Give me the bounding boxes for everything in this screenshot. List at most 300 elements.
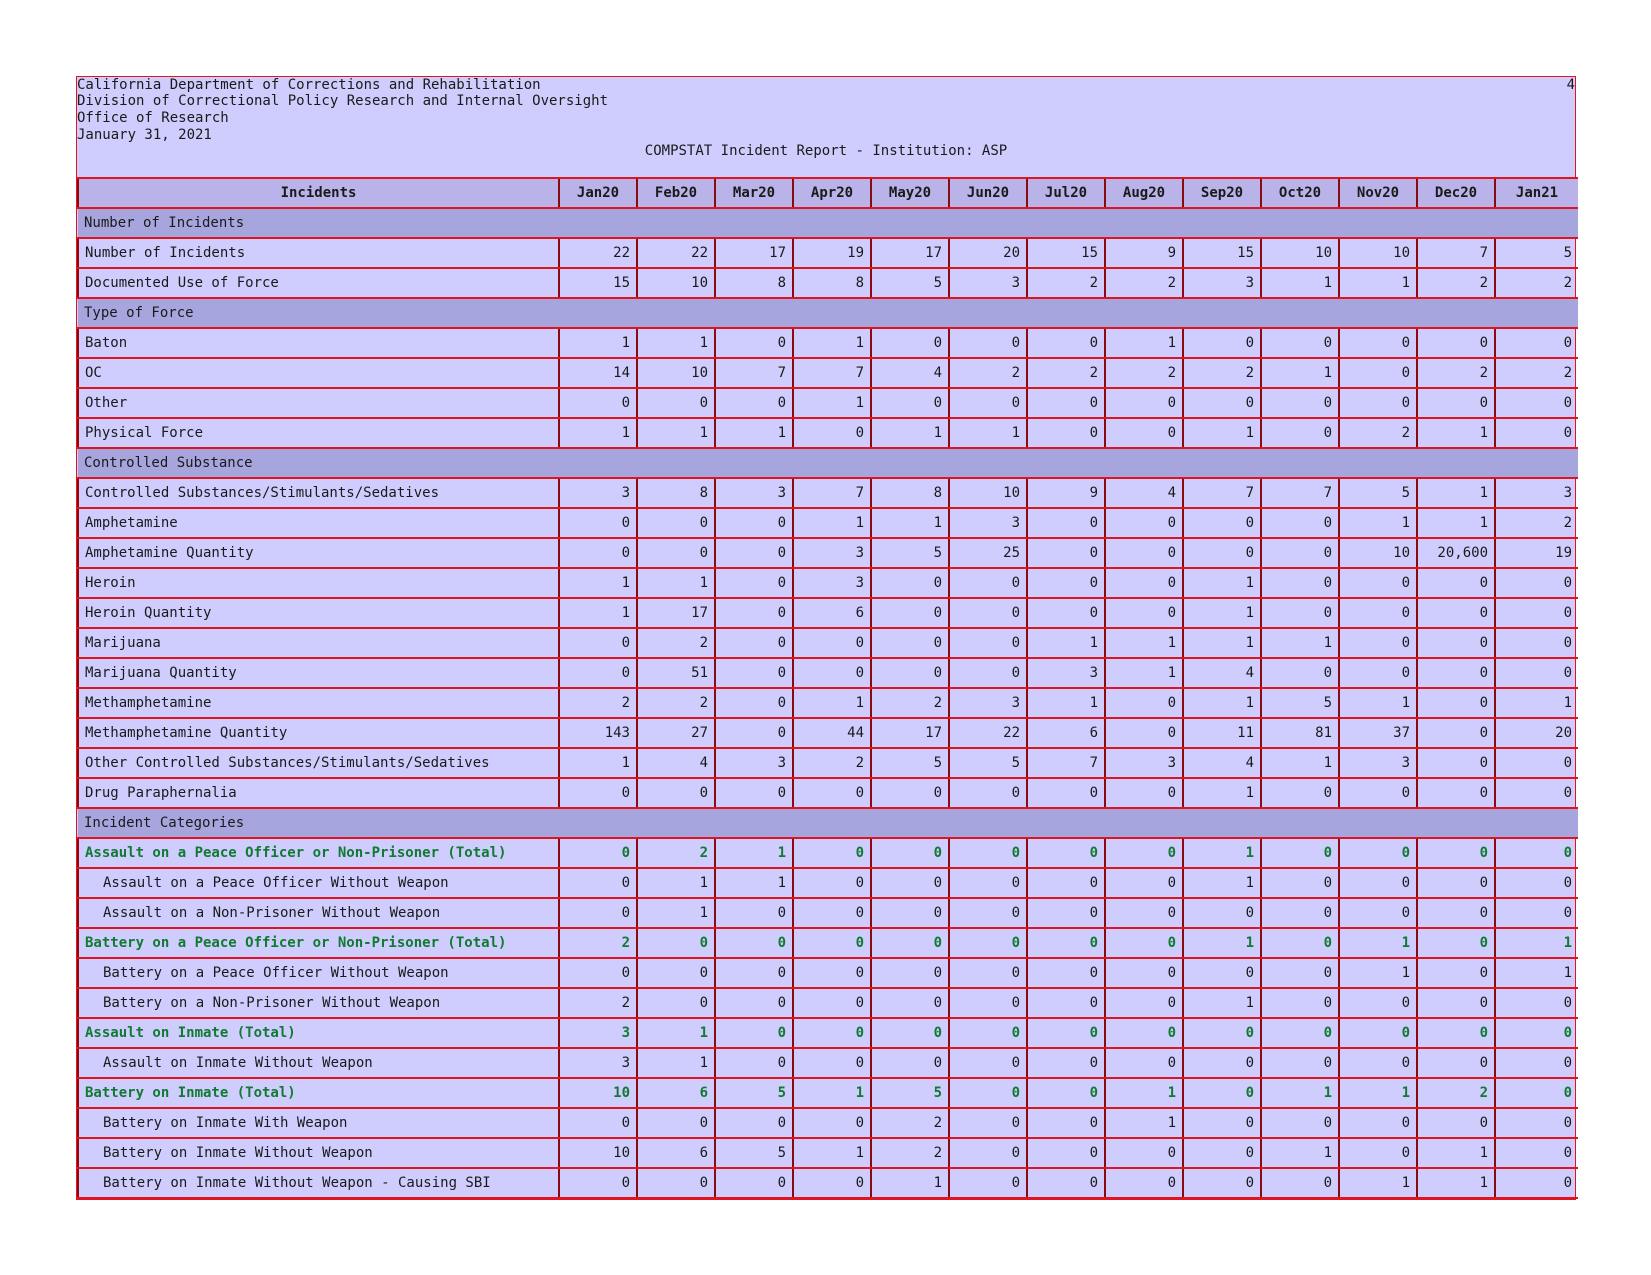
value-cell: 0 bbox=[715, 1048, 793, 1078]
report-title: COMPSTAT Incident Report - Institution: ASP bbox=[644, 143, 1008, 159]
value-cell: 0 bbox=[1027, 1078, 1105, 1108]
incident-table bbox=[77, 177, 1578, 1199]
value-cell: 0 bbox=[637, 778, 715, 808]
value-cell: 1 bbox=[559, 748, 637, 778]
value-cell: 0 bbox=[559, 388, 637, 418]
value-cell: 0 bbox=[1495, 988, 1578, 1018]
value-cell: 8 bbox=[637, 478, 715, 508]
value-cell: 0 bbox=[949, 898, 1027, 928]
row-label: Amphetamine Quantity bbox=[78, 538, 559, 568]
value-cell: 1 bbox=[949, 418, 1027, 448]
table-row bbox=[78, 958, 1578, 988]
value-cell: 0 bbox=[1495, 868, 1578, 898]
value-cell: 0 bbox=[793, 1108, 871, 1138]
value-cell: 0 bbox=[1027, 568, 1105, 598]
value-cell: 0 bbox=[1339, 1138, 1417, 1168]
value-cell: 0 bbox=[1417, 718, 1495, 748]
value-cell: 4 bbox=[1183, 748, 1261, 778]
value-cell: 0 bbox=[871, 628, 949, 658]
value-cell: 0 bbox=[1105, 598, 1183, 628]
report-date: January 31, 2021 bbox=[77, 127, 212, 143]
value-cell: 0 bbox=[793, 1018, 871, 1048]
row-label: Other Controlled Substances/Stimulants/Sedatives bbox=[78, 748, 559, 778]
value-cell: 0 bbox=[559, 868, 637, 898]
table-row bbox=[78, 1168, 1578, 1198]
value-cell: 0 bbox=[871, 328, 949, 358]
value-cell: 3 bbox=[793, 538, 871, 568]
value-cell: 0 bbox=[1105, 538, 1183, 568]
value-cell: 0 bbox=[1417, 838, 1495, 868]
value-cell: 81 bbox=[1261, 718, 1339, 748]
value-cell: 0 bbox=[1261, 388, 1339, 418]
value-cell: 0 bbox=[1495, 388, 1578, 418]
value-cell: 1 bbox=[637, 568, 715, 598]
column-header-incidents: Incidents bbox=[78, 178, 559, 208]
value-cell: 8 bbox=[871, 478, 949, 508]
total-row bbox=[78, 1018, 1578, 1048]
row-label: Assault on a Peace Officer or Non-Prisoner (Total) bbox=[78, 838, 559, 868]
value-cell: 0 bbox=[1339, 598, 1417, 628]
value-cell: 6 bbox=[637, 1138, 715, 1168]
value-cell: 0 bbox=[871, 1018, 949, 1048]
value-cell: 1 bbox=[1105, 658, 1183, 688]
value-cell: 0 bbox=[559, 898, 637, 928]
value-cell: 0 bbox=[1495, 658, 1578, 688]
value-cell: 0 bbox=[637, 928, 715, 958]
value-cell: 2 bbox=[871, 688, 949, 718]
value-cell: 0 bbox=[1495, 778, 1578, 808]
value-cell: 0 bbox=[793, 868, 871, 898]
value-cell: 0 bbox=[637, 508, 715, 538]
value-cell: 0 bbox=[1417, 868, 1495, 898]
value-cell: 0 bbox=[559, 538, 637, 568]
value-cell: 5 bbox=[871, 748, 949, 778]
total-row bbox=[78, 928, 1578, 958]
value-cell: 0 bbox=[559, 628, 637, 658]
value-cell: 0 bbox=[715, 958, 793, 988]
value-cell: 0 bbox=[1027, 778, 1105, 808]
value-cell: 0 bbox=[949, 1108, 1027, 1138]
value-cell: 0 bbox=[559, 1108, 637, 1138]
value-cell: 1 bbox=[871, 1168, 949, 1198]
value-cell: 0 bbox=[793, 658, 871, 688]
value-cell: 10 bbox=[1339, 538, 1417, 568]
value-cell: 0 bbox=[1261, 538, 1339, 568]
value-cell: 2 bbox=[1495, 508, 1578, 538]
value-cell: 3 bbox=[559, 1018, 637, 1048]
value-cell: 0 bbox=[715, 658, 793, 688]
value-cell: 3 bbox=[715, 748, 793, 778]
value-cell: 0 bbox=[715, 898, 793, 928]
value-cell: 2 bbox=[1105, 358, 1183, 388]
value-cell: 22 bbox=[637, 238, 715, 268]
value-cell: 1 bbox=[1105, 1108, 1183, 1138]
value-cell: 2 bbox=[559, 928, 637, 958]
value-cell: 3 bbox=[559, 478, 637, 508]
value-cell: 0 bbox=[559, 508, 637, 538]
table-row bbox=[78, 658, 1578, 688]
value-cell: 0 bbox=[1183, 508, 1261, 538]
value-cell: 10 bbox=[637, 358, 715, 388]
value-cell: 2 bbox=[637, 628, 715, 658]
value-cell: 1 bbox=[1183, 868, 1261, 898]
row-label: Heroin bbox=[78, 568, 559, 598]
value-cell: 1 bbox=[559, 568, 637, 598]
value-cell: 0 bbox=[1183, 1018, 1261, 1048]
value-cell: 17 bbox=[637, 598, 715, 628]
row-label: Assault on a Peace Officer Without Weapon bbox=[78, 868, 559, 898]
row-label: Methamphetamine Quantity bbox=[78, 718, 559, 748]
value-cell: 0 bbox=[1417, 898, 1495, 928]
value-cell: 2 bbox=[1417, 358, 1495, 388]
column-header-month: Jul20 bbox=[1027, 178, 1105, 208]
value-cell: 0 bbox=[559, 1168, 637, 1198]
value-cell: 0 bbox=[1027, 418, 1105, 448]
value-cell: 0 bbox=[1027, 508, 1105, 538]
value-cell: 1 bbox=[1417, 508, 1495, 538]
value-cell: 0 bbox=[1027, 1138, 1105, 1168]
value-cell: 0 bbox=[1105, 838, 1183, 868]
table-row bbox=[78, 328, 1578, 358]
value-cell: 0 bbox=[559, 778, 637, 808]
value-cell: 0 bbox=[715, 988, 793, 1018]
column-header-month: Jun20 bbox=[949, 178, 1027, 208]
column-header-month: Apr20 bbox=[793, 178, 871, 208]
value-cell: 1 bbox=[1183, 598, 1261, 628]
value-cell: 1 bbox=[793, 508, 871, 538]
value-cell: 5 bbox=[871, 538, 949, 568]
value-cell: 3 bbox=[949, 688, 1027, 718]
value-cell: 0 bbox=[1261, 778, 1339, 808]
value-cell: 0 bbox=[949, 598, 1027, 628]
value-cell: 7 bbox=[793, 478, 871, 508]
value-cell: 0 bbox=[793, 778, 871, 808]
column-header-month: May20 bbox=[871, 178, 949, 208]
value-cell: 0 bbox=[1027, 538, 1105, 568]
value-cell: 1 bbox=[559, 598, 637, 628]
table-row bbox=[78, 628, 1578, 658]
value-cell: 7 bbox=[1417, 238, 1495, 268]
value-cell: 0 bbox=[1417, 1018, 1495, 1048]
value-cell: 5 bbox=[949, 748, 1027, 778]
value-cell: 0 bbox=[793, 838, 871, 868]
value-cell: 1 bbox=[637, 1048, 715, 1078]
value-cell: 1 bbox=[1183, 838, 1261, 868]
value-cell: 0 bbox=[1027, 1168, 1105, 1198]
value-cell: 0 bbox=[1495, 598, 1578, 628]
value-cell: 10 bbox=[1261, 238, 1339, 268]
value-cell: 22 bbox=[559, 238, 637, 268]
table-row bbox=[78, 1048, 1578, 1078]
value-cell: 14 bbox=[559, 358, 637, 388]
value-cell: 0 bbox=[1339, 658, 1417, 688]
report-sheet bbox=[76, 76, 1576, 1200]
value-cell: 1 bbox=[1339, 688, 1417, 718]
value-cell: 0 bbox=[715, 328, 793, 358]
value-cell: 0 bbox=[793, 898, 871, 928]
value-cell: 1 bbox=[1183, 988, 1261, 1018]
value-cell: 0 bbox=[1183, 958, 1261, 988]
value-cell: 1 bbox=[637, 1018, 715, 1048]
value-cell: 143 bbox=[559, 718, 637, 748]
table-row bbox=[78, 718, 1578, 748]
value-cell: 1 bbox=[1339, 1168, 1417, 1198]
value-cell: 0 bbox=[949, 658, 1027, 688]
value-cell: 10 bbox=[559, 1138, 637, 1168]
value-cell: 9 bbox=[1105, 238, 1183, 268]
value-cell: 0 bbox=[1261, 928, 1339, 958]
value-cell: 0 bbox=[1261, 508, 1339, 538]
value-cell: 0 bbox=[559, 958, 637, 988]
value-cell: 3 bbox=[793, 568, 871, 598]
value-cell: 0 bbox=[1027, 1018, 1105, 1048]
value-cell: 0 bbox=[1339, 628, 1417, 658]
value-cell: 1 bbox=[1339, 958, 1417, 988]
value-cell: 0 bbox=[1183, 1108, 1261, 1138]
value-cell: 0 bbox=[1495, 1168, 1578, 1198]
value-cell: 0 bbox=[1495, 748, 1578, 778]
value-cell: 0 bbox=[871, 868, 949, 898]
value-cell: 0 bbox=[1339, 568, 1417, 598]
section-header-row bbox=[78, 448, 1578, 478]
total-row bbox=[78, 838, 1578, 868]
value-cell: 0 bbox=[871, 598, 949, 628]
value-cell: 0 bbox=[1495, 568, 1578, 598]
value-cell: 1 bbox=[559, 418, 637, 448]
value-cell: 0 bbox=[1417, 568, 1495, 598]
value-cell: 0 bbox=[1183, 1168, 1261, 1198]
value-cell: 0 bbox=[715, 1108, 793, 1138]
value-cell: 0 bbox=[1417, 328, 1495, 358]
table-row bbox=[78, 418, 1578, 448]
row-label: Battery on a Peace Officer Without Weapon bbox=[78, 958, 559, 988]
value-cell: 5 bbox=[871, 268, 949, 298]
value-cell: 0 bbox=[871, 778, 949, 808]
value-cell: 1 bbox=[715, 838, 793, 868]
value-cell: 0 bbox=[1417, 1108, 1495, 1138]
table-row bbox=[78, 1138, 1578, 1168]
column-header-month: Nov20 bbox=[1339, 178, 1417, 208]
value-cell: 2 bbox=[637, 838, 715, 868]
value-cell: 5 bbox=[715, 1078, 793, 1108]
row-label: Battery on Inmate Without Weapon - Causing SBI bbox=[78, 1168, 559, 1198]
value-cell: 0 bbox=[949, 1018, 1027, 1048]
value-cell: 1 bbox=[1339, 508, 1417, 538]
value-cell: 3 bbox=[1339, 748, 1417, 778]
value-cell: 1 bbox=[1261, 748, 1339, 778]
table-row bbox=[78, 988, 1578, 1018]
value-cell: 0 bbox=[1339, 1108, 1417, 1138]
value-cell: 0 bbox=[1105, 568, 1183, 598]
value-cell: 0 bbox=[949, 568, 1027, 598]
value-cell: 0 bbox=[949, 1138, 1027, 1168]
column-header-month: Jan20 bbox=[559, 178, 637, 208]
value-cell: 6 bbox=[1027, 718, 1105, 748]
value-cell: 0 bbox=[1339, 778, 1417, 808]
table-row bbox=[78, 778, 1578, 808]
value-cell: 0 bbox=[1027, 328, 1105, 358]
value-cell: 0 bbox=[1261, 1018, 1339, 1048]
value-cell: 1 bbox=[1105, 1078, 1183, 1108]
value-cell: 2 bbox=[1027, 358, 1105, 388]
value-cell: 1 bbox=[1261, 358, 1339, 388]
value-cell: 0 bbox=[1105, 898, 1183, 928]
value-cell: 0 bbox=[1339, 1018, 1417, 1048]
value-cell: 0 bbox=[949, 1048, 1027, 1078]
value-cell: 15 bbox=[559, 268, 637, 298]
value-cell: 1 bbox=[1183, 568, 1261, 598]
value-cell: 2 bbox=[637, 688, 715, 718]
value-cell: 1 bbox=[1183, 628, 1261, 658]
value-cell: 1 bbox=[1027, 628, 1105, 658]
value-cell: 0 bbox=[1261, 1108, 1339, 1138]
value-cell: 0 bbox=[1339, 1048, 1417, 1078]
value-cell: 0 bbox=[1105, 718, 1183, 748]
value-cell: 1 bbox=[1183, 418, 1261, 448]
value-cell: 1 bbox=[637, 868, 715, 898]
value-cell: 0 bbox=[1183, 388, 1261, 418]
value-cell: 0 bbox=[793, 1168, 871, 1198]
value-cell: 0 bbox=[1105, 1168, 1183, 1198]
value-cell: 20 bbox=[949, 238, 1027, 268]
value-cell: 5 bbox=[1261, 688, 1339, 718]
value-cell: 0 bbox=[1105, 508, 1183, 538]
section-label: Incident Categories bbox=[78, 808, 1578, 838]
value-cell: 0 bbox=[715, 778, 793, 808]
value-cell: 0 bbox=[1261, 1048, 1339, 1078]
value-cell: 0 bbox=[949, 778, 1027, 808]
value-cell: 0 bbox=[1417, 658, 1495, 688]
row-label: Number of Incidents bbox=[78, 238, 559, 268]
value-cell: 4 bbox=[1183, 658, 1261, 688]
value-cell: 0 bbox=[1027, 1048, 1105, 1078]
value-cell: 0 bbox=[715, 508, 793, 538]
office-name: Office of Research bbox=[77, 110, 229, 126]
value-cell: 0 bbox=[1495, 628, 1578, 658]
row-label: Battery on a Non-Prisoner Without Weapon bbox=[78, 988, 559, 1018]
value-cell: 2 bbox=[871, 1138, 949, 1168]
value-cell: 0 bbox=[793, 1048, 871, 1078]
value-cell: 7 bbox=[1027, 748, 1105, 778]
value-cell: 1 bbox=[1495, 688, 1578, 718]
value-cell: 2 bbox=[1339, 418, 1417, 448]
table-row bbox=[78, 868, 1578, 898]
value-cell: 17 bbox=[715, 238, 793, 268]
row-label: Assault on Inmate Without Weapon bbox=[78, 1048, 559, 1078]
value-cell: 0 bbox=[949, 328, 1027, 358]
value-cell: 0 bbox=[949, 388, 1027, 418]
value-cell: 0 bbox=[1261, 988, 1339, 1018]
value-cell: 1 bbox=[1417, 478, 1495, 508]
value-cell: 1 bbox=[715, 418, 793, 448]
section-header-row bbox=[78, 808, 1578, 838]
value-cell: 0 bbox=[1417, 748, 1495, 778]
value-cell: 0 bbox=[1261, 958, 1339, 988]
table-row bbox=[78, 358, 1578, 388]
value-cell: 0 bbox=[1105, 868, 1183, 898]
value-cell: 1 bbox=[1105, 328, 1183, 358]
value-cell: 19 bbox=[793, 238, 871, 268]
column-header-month: Aug20 bbox=[1105, 178, 1183, 208]
value-cell: 0 bbox=[871, 658, 949, 688]
value-cell: 0 bbox=[871, 838, 949, 868]
value-cell: 0 bbox=[1027, 598, 1105, 628]
value-cell: 1 bbox=[1261, 1078, 1339, 1108]
value-cell: 0 bbox=[871, 988, 949, 1018]
division-name: Division of Correctional Policy Research and Internal Oversight bbox=[77, 93, 609, 109]
value-cell: 1 bbox=[1105, 628, 1183, 658]
value-cell: 0 bbox=[1105, 388, 1183, 418]
value-cell: 7 bbox=[1183, 478, 1261, 508]
value-cell: 3 bbox=[559, 1048, 637, 1078]
value-cell: 0 bbox=[871, 958, 949, 988]
value-cell: 0 bbox=[559, 658, 637, 688]
value-cell: 0 bbox=[1417, 628, 1495, 658]
value-cell: 1 bbox=[793, 1138, 871, 1168]
value-cell: 0 bbox=[1027, 928, 1105, 958]
value-cell: 0 bbox=[637, 1108, 715, 1138]
value-cell: 0 bbox=[1495, 898, 1578, 928]
value-cell: 1 bbox=[1495, 928, 1578, 958]
row-label: Drug Paraphernalia bbox=[78, 778, 559, 808]
value-cell: 1 bbox=[1417, 1168, 1495, 1198]
value-cell: 0 bbox=[1027, 988, 1105, 1018]
value-cell: 0 bbox=[1105, 988, 1183, 1018]
value-cell: 0 bbox=[1417, 778, 1495, 808]
section-label: Type of Force bbox=[78, 298, 1578, 328]
value-cell: 3 bbox=[1183, 268, 1261, 298]
value-cell: 0 bbox=[1495, 1108, 1578, 1138]
value-cell: 0 bbox=[793, 628, 871, 658]
value-cell: 0 bbox=[1183, 538, 1261, 568]
value-cell: 0 bbox=[1105, 688, 1183, 718]
value-cell: 0 bbox=[1105, 1138, 1183, 1168]
total-row bbox=[78, 1078, 1578, 1108]
value-cell: 1 bbox=[1261, 268, 1339, 298]
value-cell: 2 bbox=[793, 748, 871, 778]
table-row bbox=[78, 508, 1578, 538]
row-label: Controlled Substances/Stimulants/Sedatives bbox=[78, 478, 559, 508]
value-cell: 1 bbox=[1339, 928, 1417, 958]
table-row bbox=[78, 478, 1578, 508]
column-header-month: Feb20 bbox=[637, 178, 715, 208]
value-cell: 0 bbox=[1495, 838, 1578, 868]
value-cell: 10 bbox=[1339, 238, 1417, 268]
value-cell: 0 bbox=[715, 628, 793, 658]
value-cell: 17 bbox=[871, 238, 949, 268]
value-cell: 0 bbox=[1261, 418, 1339, 448]
value-cell: 8 bbox=[793, 268, 871, 298]
value-cell: 0 bbox=[949, 958, 1027, 988]
value-cell: 0 bbox=[949, 628, 1027, 658]
value-cell: 2 bbox=[1183, 358, 1261, 388]
table-row bbox=[78, 688, 1578, 718]
value-cell: 0 bbox=[1417, 928, 1495, 958]
value-cell: 1 bbox=[637, 418, 715, 448]
value-cell: 0 bbox=[871, 898, 949, 928]
value-cell: 1 bbox=[1183, 688, 1261, 718]
value-cell: 0 bbox=[1261, 838, 1339, 868]
row-label: Battery on Inmate (Total) bbox=[78, 1078, 559, 1108]
column-header-month: Dec20 bbox=[1417, 178, 1495, 208]
value-cell: 2 bbox=[1417, 268, 1495, 298]
value-cell: 10 bbox=[949, 478, 1027, 508]
section-label: Number of Incidents bbox=[78, 208, 1578, 238]
value-cell: 1 bbox=[1339, 268, 1417, 298]
value-cell: 0 bbox=[715, 1018, 793, 1048]
value-cell: 0 bbox=[637, 538, 715, 568]
value-cell: 0 bbox=[1027, 898, 1105, 928]
